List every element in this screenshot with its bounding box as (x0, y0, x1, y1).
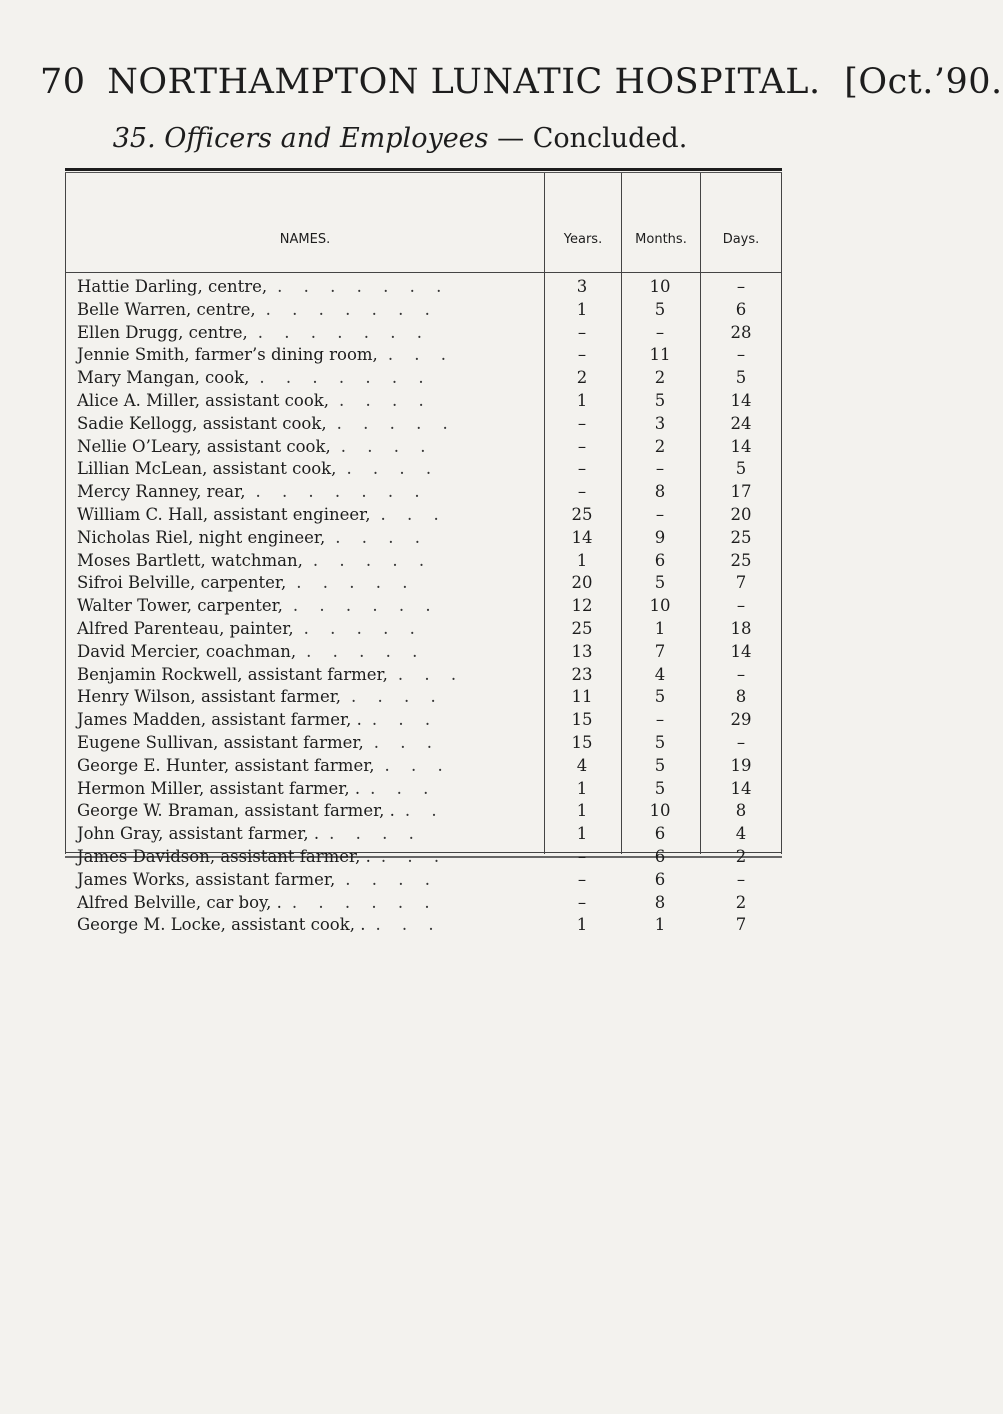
leader-dots: . . . . (340, 436, 434, 456)
leader-dots: . . . . (335, 527, 428, 547)
years-value: 1 (576, 824, 588, 844)
section-title (0, 123, 800, 154)
leader-dots: . . . . . (336, 413, 456, 433)
column-header-days: Days. (722, 232, 760, 247)
leader-dots: . . . . (345, 869, 438, 889)
employee-name: Sadie Kellogg, assistant cook, (77, 413, 327, 433)
leader-dots: . . . (387, 345, 455, 365)
days-value: 18 (730, 618, 752, 638)
months-value: 6 (654, 846, 666, 866)
days-value: – (736, 345, 746, 365)
table-row (65, 344, 782, 367)
years-value: 1 (576, 299, 588, 319)
table-row (65, 413, 782, 436)
leader-dots: . . . . (329, 824, 422, 844)
years-value: 13 (571, 641, 593, 661)
days-value: 14 (730, 778, 752, 798)
table-row (65, 732, 782, 755)
employee-name: James Works, assistant farmer, (77, 869, 336, 889)
table-row (65, 572, 782, 595)
table-top-rule (65, 168, 782, 171)
months-value: 10 (649, 801, 671, 821)
months-value: 5 (654, 299, 666, 319)
days-value: 5 (735, 368, 747, 388)
employee-name: Belle Warren, centre, (77, 299, 256, 319)
leader-dots: . . . . . (312, 550, 433, 570)
employee-name: John Gray, assistant farmer, . (77, 824, 320, 844)
leader-dots: . . . . . (296, 573, 416, 593)
days-value: – (736, 277, 746, 296)
days-value: 29 (730, 710, 752, 730)
section-title-suffix: — Concluded. (488, 123, 688, 154)
employee-name: James Madden, assistant farmer, . (77, 710, 362, 730)
employee-name: Hattie Darling, centre, (77, 277, 268, 296)
years-value: – (577, 345, 587, 365)
years-value: 4 (576, 755, 588, 775)
leader-dots: . . . . (339, 390, 432, 410)
months-value: – (655, 710, 665, 730)
table-row (65, 641, 782, 664)
days-value: 2 (735, 892, 747, 912)
table-row (65, 686, 782, 709)
leader-dots: . . . . (346, 459, 440, 479)
leader-dots: . . . (397, 664, 465, 684)
days-value: 19 (730, 755, 752, 775)
months-value: 1 (654, 618, 666, 638)
leader-dots: . . . (380, 846, 448, 866)
table-row (65, 869, 782, 892)
leader-dots: . . . . . . . (277, 277, 450, 296)
table-row (65, 367, 782, 390)
years-value: – (577, 436, 587, 456)
months-value: 8 (654, 892, 666, 912)
table-row (65, 823, 782, 846)
years-value: 1 (576, 915, 588, 935)
days-value: 4 (735, 824, 747, 844)
years-value: 2 (576, 368, 588, 388)
years-value: – (577, 869, 587, 889)
employee-name: George M. Locke, assistant cook, . (77, 915, 366, 935)
section-number: 35. (112, 123, 156, 154)
leader-dots: . . . (373, 732, 440, 752)
months-value: – (655, 459, 665, 479)
months-value: 5 (654, 390, 666, 410)
employee-name: Jennie Smith, farmer’s dining room, (77, 345, 378, 365)
leader-dots: . . . . . . (292, 596, 439, 616)
months-value: 1 (654, 915, 666, 935)
leader-dots: . . . (375, 915, 442, 935)
months-value: 5 (654, 573, 666, 593)
years-value: 1 (576, 390, 588, 410)
employee-name: Hermon Miller, assistant farmer, . (77, 778, 361, 798)
months-value: 2 (654, 436, 666, 456)
table-top-rule-thin (65, 172, 782, 173)
table-body (65, 276, 782, 937)
days-value: 28 (730, 322, 752, 342)
months-value: 5 (654, 778, 666, 798)
table-row (65, 778, 782, 801)
days-value: 7 (735, 573, 747, 593)
table-row (65, 322, 782, 345)
report-date: [Oct.’90. (844, 62, 1003, 102)
table-row (65, 276, 782, 299)
column-header-years: Years. (563, 232, 603, 247)
years-value: – (577, 892, 587, 912)
months-value: – (655, 322, 665, 342)
years-value: 20 (571, 573, 593, 593)
months-value: 10 (649, 596, 671, 616)
table-row (65, 504, 782, 527)
table-row (65, 299, 782, 322)
years-value: 23 (571, 664, 593, 684)
leader-dots: . . . . . . . (257, 322, 430, 342)
table-row (65, 390, 782, 413)
months-value: 6 (654, 824, 666, 844)
leader-dots: . . . . (351, 687, 444, 707)
months-value: – (655, 504, 665, 524)
days-value: 6 (735, 299, 747, 319)
months-value: 4 (654, 664, 666, 684)
days-value: 2 (735, 846, 747, 866)
table-row (65, 595, 782, 618)
leader-dots: . . . . . . . (255, 482, 428, 502)
page-header (40, 62, 1003, 102)
table-row (65, 550, 782, 573)
days-value: 20 (730, 504, 752, 524)
days-value: – (736, 869, 746, 889)
days-value: 25 (730, 527, 752, 547)
employee-name: James Davidson, assistant farmer, . (77, 846, 371, 866)
leader-dots: . . . . . (303, 618, 423, 638)
months-value: 7 (654, 641, 666, 661)
table-row (65, 755, 782, 778)
months-value: 5 (654, 687, 666, 707)
years-value: 11 (571, 687, 593, 707)
employee-name: Eugene Sullivan, assistant farmer, (77, 732, 364, 752)
employee-name: George W. Braman, assistant farmer, . (77, 801, 395, 821)
leader-dots: . . . (380, 504, 447, 524)
employee-name: Walter Tower, carpenter, (77, 596, 283, 616)
table-row (65, 481, 782, 504)
leader-dots: . . . . . . . (259, 368, 432, 388)
employee-name: Nellie O’Leary, assistant cook, (77, 436, 331, 456)
employee-name: George E. Hunter, assistant farmer, (77, 755, 375, 775)
years-value: 25 (571, 618, 593, 638)
column-header-names: NAMES. (279, 232, 331, 247)
months-value: 5 (654, 755, 666, 775)
months-value: 2 (654, 368, 666, 388)
months-value: 3 (654, 413, 666, 433)
years-value: 1 (576, 801, 588, 821)
leader-dots: . . . (370, 778, 437, 798)
days-value: 14 (730, 641, 752, 661)
leader-dots: . . . (384, 755, 451, 775)
employee-name: Nicholas Riel, night engineer, (77, 527, 326, 547)
leader-dots: . . . (371, 710, 439, 730)
page-number: 70 (40, 62, 86, 102)
employee-name: Alfred Belville, car boy, . (77, 892, 282, 912)
table-row (65, 458, 782, 481)
column-header-months: Months. (635, 232, 687, 247)
table-row (65, 800, 782, 823)
employee-name: Moses Bartlett, watchman, (77, 550, 303, 570)
days-value: – (736, 664, 746, 684)
table-row (65, 846, 782, 869)
months-value: 10 (649, 277, 671, 296)
employee-name: David Mercier, coachman, (77, 641, 297, 661)
employee-name: Ellen Drugg, centre, (77, 322, 248, 342)
leader-dots: . . . . . . . (265, 299, 438, 319)
months-value: 6 (654, 869, 666, 889)
header-divider (65, 272, 782, 273)
months-value: 11 (649, 345, 671, 365)
table-row (65, 914, 782, 937)
leader-dots: . . . . . . (291, 892, 438, 912)
employee-name: Mary Mangan, cook, (77, 368, 250, 388)
years-value: 15 (571, 710, 593, 730)
days-value: 17 (730, 482, 752, 502)
years-value: 1 (576, 550, 588, 570)
months-value: 5 (654, 732, 666, 752)
days-value: – (736, 596, 746, 616)
months-value: 6 (654, 550, 666, 570)
employee-name: Sifroi Belville, carpenter, (77, 573, 287, 593)
years-value: 14 (571, 527, 593, 547)
years-value: – (577, 482, 587, 502)
months-value: 8 (654, 482, 666, 502)
days-value: 25 (730, 550, 752, 570)
leader-dots: . . (404, 801, 445, 821)
leader-dots: . . . . . (306, 641, 426, 661)
employee-name: Lillian McLean, assistant cook, (77, 459, 337, 479)
employee-name: Mercy Ranney, rear, (77, 482, 246, 502)
years-value: 3 (576, 277, 588, 296)
days-value: 7 (735, 915, 747, 935)
years-value: – (577, 459, 587, 479)
years-value: 1 (576, 778, 588, 798)
days-value: 5 (735, 459, 747, 479)
table-row (65, 618, 782, 641)
table-row (65, 892, 782, 915)
days-value: 14 (730, 436, 752, 456)
table-row (65, 664, 782, 687)
institution-name: NORTHAMPTON LUNATIC HOSPITAL. (107, 62, 821, 102)
years-value: – (577, 322, 587, 342)
years-value: – (577, 846, 587, 866)
days-value: 24 (730, 413, 752, 433)
table-row (65, 709, 782, 732)
section-title-italic: Officers and Employees (164, 123, 489, 154)
years-value: – (577, 413, 587, 433)
years-value: 15 (571, 732, 593, 752)
table-row (65, 527, 782, 550)
months-value: 9 (654, 527, 666, 547)
employee-name: Alfred Parenteau, painter, (77, 618, 294, 638)
employee-name: Henry Wilson, assistant farmer, (77, 687, 342, 707)
table-row (65, 436, 782, 459)
employee-name: Benjamin Rockwell, assistant farmer, (77, 664, 388, 684)
years-value: 25 (571, 504, 593, 524)
employee-name: Alice A. Miller, assistant cook, (77, 390, 330, 410)
employee-name: William C. Hall, assistant engineer, (77, 504, 371, 524)
years-value: 12 (571, 596, 593, 616)
days-value: 8 (735, 687, 747, 707)
days-value: 8 (735, 801, 747, 821)
days-value: 14 (730, 390, 752, 410)
days-value: – (736, 732, 746, 752)
